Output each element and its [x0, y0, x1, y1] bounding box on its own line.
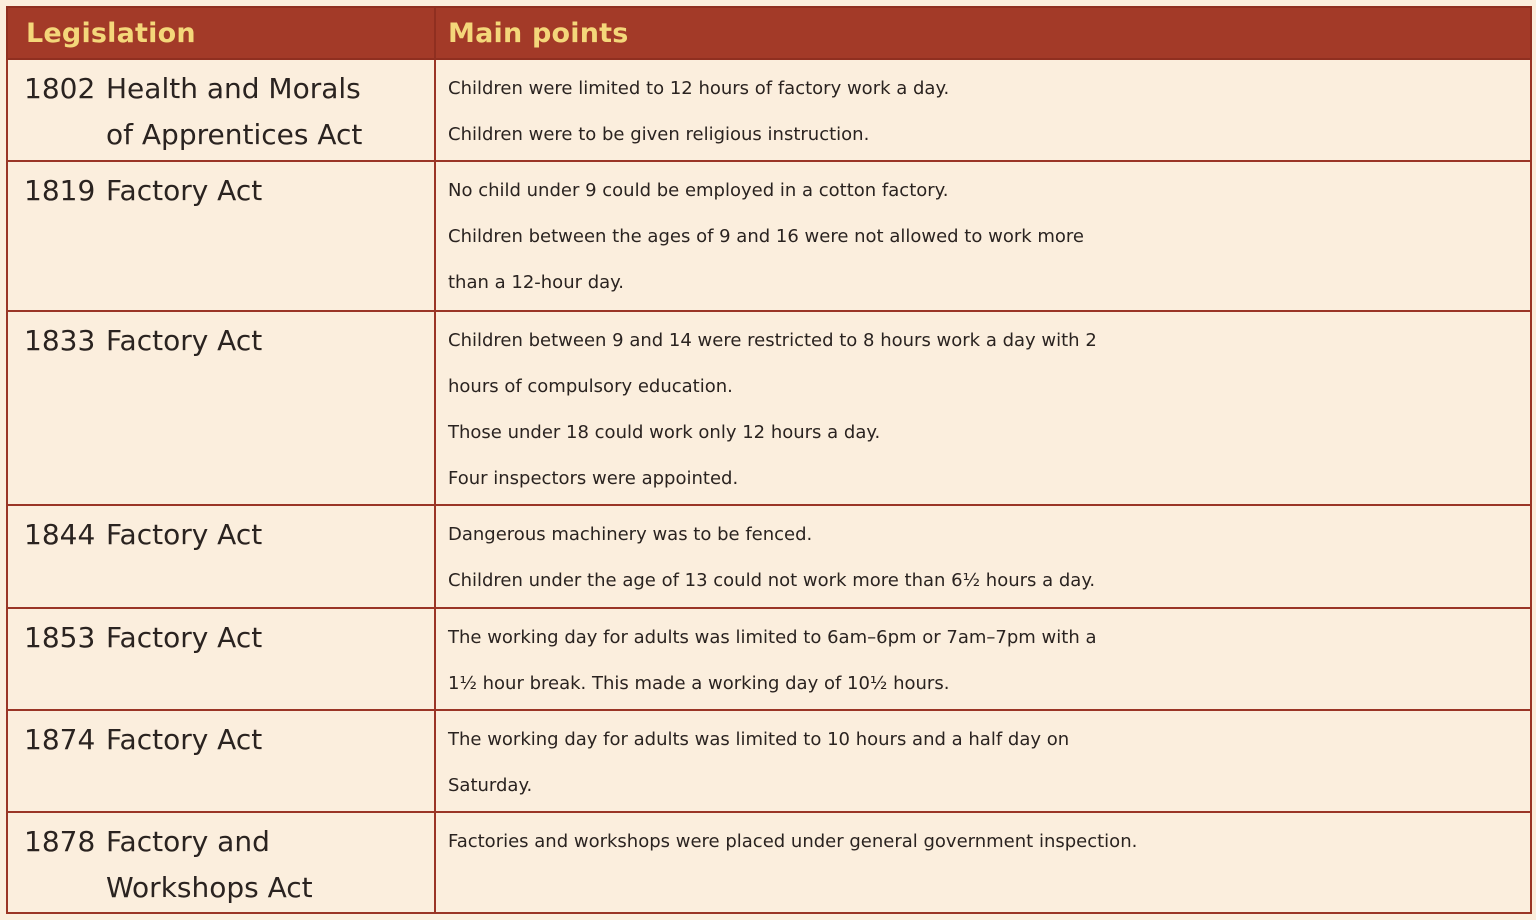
act-name: [106, 615, 428, 661]
main-points-cell: [435, 505, 1531, 608]
main-points-cell: [435, 59, 1531, 161]
main-points-cell: [435, 608, 1531, 710]
table-row: [7, 608, 1531, 710]
point-line: 1½ hour break. This made a working day of 10½ hours.: [448, 673, 950, 694]
year: 1844: [24, 518, 96, 551]
year: 1833: [24, 324, 96, 357]
point-line: Dangerous machinery was to be fenced.: [448, 524, 813, 545]
year: 1874: [24, 723, 96, 756]
point-line: hours of compulsory education.: [448, 376, 733, 397]
legislation-cell: [7, 608, 435, 710]
header-legislation: Legislation: [7, 7, 435, 59]
legislation-cell: [7, 812, 435, 913]
act-name: [106, 819, 428, 911]
main-points-cell: [435, 812, 1531, 913]
point-line: Children were to be given religious instruction.: [448, 124, 870, 145]
act-name-line: Health and Morals: [106, 72, 361, 105]
act-name-line: Factory Act: [106, 518, 263, 551]
table-header-row: [7, 7, 1531, 59]
point-line: Saturday.: [448, 775, 533, 796]
legislation-cell: [7, 161, 435, 311]
point-line: Children between the ages of 9 and 16 were not allowed to work more: [448, 226, 1085, 247]
act-name: [106, 168, 428, 214]
legislation-cell: [7, 311, 435, 505]
act-name: [106, 66, 428, 158]
point-line: Factories and workshops were placed under general government inspection.: [448, 831, 1138, 852]
point-line: The working day for adults was limited to 10 hours and a half day on: [448, 729, 1070, 750]
act-name-line: Factory Act: [106, 621, 263, 654]
act-name: [106, 717, 428, 763]
point-line: Those under 18 could work only 12 hours a day.: [448, 422, 881, 443]
main-points-cell: [435, 710, 1531, 812]
act-name-line: of Apprentices Act: [106, 118, 363, 151]
act-name-line: Factory Act: [106, 174, 263, 207]
table-row: [7, 59, 1531, 161]
header-main-points: Main points: [435, 7, 1531, 59]
legislation-cell: [7, 505, 435, 608]
act-name-line: Factory Act: [106, 324, 263, 357]
point-line: The working day for adults was limited to 6am–6pm or 7am–7pm with a: [448, 627, 1097, 648]
act-name: [106, 512, 428, 558]
legislation-cell: [7, 710, 435, 812]
year: 1819: [24, 174, 96, 207]
point-line: Four inspectors were appointed.: [448, 468, 739, 489]
table-row: [7, 161, 1531, 311]
act-name: [106, 318, 428, 364]
year: 1853: [24, 621, 96, 654]
point-line: Children between 9 and 14 were restricted to 8 hours work a day with 2: [448, 330, 1097, 351]
legislation-cell: [7, 59, 435, 161]
main-points-cell: [435, 311, 1531, 505]
legislation-table: [6, 6, 1532, 914]
point-line: Children under the age of 13 could not work more than 6½ hours a day.: [448, 570, 1096, 591]
act-name-line: Factory Act: [106, 723, 263, 756]
table-row: [7, 505, 1531, 608]
year: 1878: [24, 825, 96, 858]
table-row: [7, 812, 1531, 913]
act-name-line: Factory and: [106, 825, 270, 858]
point-line: than a 12-hour day.: [448, 272, 624, 293]
table-row: [7, 710, 1531, 812]
act-name-line: Workshops Act: [106, 871, 313, 904]
main-points-cell: [435, 161, 1531, 311]
point-line: No child under 9 could be employed in a cotton factory.: [448, 180, 949, 201]
point-line: Children were limited to 12 hours of factory work a day.: [448, 78, 950, 99]
table-row: [7, 311, 1531, 505]
year: 1802: [24, 72, 96, 105]
